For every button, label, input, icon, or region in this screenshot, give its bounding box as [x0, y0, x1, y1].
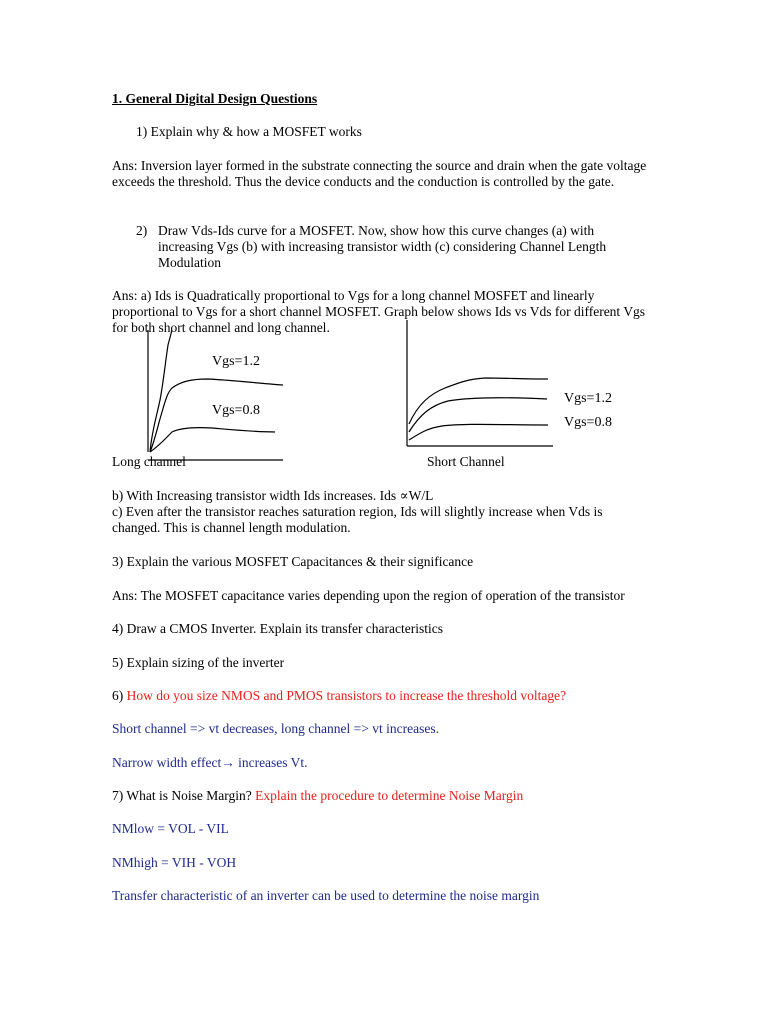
question-6-text: How do you size NMOS and PMOS transistors to increase the threshold voltage? — [126, 688, 567, 703]
question-2: Draw Vds-Ids curve for a MOSFET. Now, show how this curve changes (a) with increasing Vgs (b) with increasing transistor width (c) considering Channel Length Modulation — [158, 223, 607, 270]
question-5: 5) Explain sizing of the inverter — [112, 655, 285, 670]
section-heading: 1. General Digital Design Questions — [112, 91, 318, 106]
answer-1: Ans: Inversion layer formed in the substrate connecting the source and drain when the gate voltage exceeds the threshold. Thus the device conducts and the conduction is controlled by the gate. — [112, 158, 647, 189]
answer-2a: Ans: a) Ids is Quadratically proportional to Vgs for a long channel MOSFET and linearly proportional to Vgs for a short channel MOSFET. Graph below shows Ids vs Vds for different Vgs for both short channel and long channel. — [112, 288, 646, 335]
long-channel-caption: Long channel — [112, 454, 186, 469]
nm-low-formula: NMlow = VOL - VIL — [112, 821, 229, 836]
nm-high-formula: NMhigh = VIH - VOH — [112, 855, 237, 870]
short-channel-curve-vgs-mid — [409, 398, 547, 432]
question-7 — [112, 788, 523, 804]
short-channel-curve-vgs-low — [409, 424, 548, 440]
answer-6-line-2: Narrow width effect→ increases Vt. — [112, 755, 308, 770]
long-channel-label-vgs-low: Vgs=0.8 — [212, 403, 260, 418]
question-7-text: 7) What is Noise Margin? — [112, 788, 256, 803]
short-channel-label-vgs-high: Vgs=1.2 — [564, 391, 612, 406]
short-channel-label-vgs-low: Vgs=0.8 — [564, 415, 612, 430]
question-2-number: 2) — [136, 223, 148, 238]
short-channel-curve-vgs-high — [409, 378, 548, 424]
question-3: 3) Explain the various MOSFET Capacitances & their significance — [112, 554, 474, 569]
answer-3: Ans: The MOSFET capacitance varies depending upon the region of operation of the transistor — [112, 588, 625, 603]
question-6 — [112, 688, 566, 704]
long-channel-curve-vgs-low — [150, 428, 275, 452]
question-4: 4) Draw a CMOS Inverter. Explain its transfer characteristics — [112, 621, 444, 636]
answer-2b: b) With Increasing transistor width Ids increases. Ids ∝W/L — [112, 488, 434, 503]
question-7-highlight: Explain the procedure to determine Noise Margin — [255, 788, 524, 803]
answer-7: Transfer characteristic of an inverter can be used to determine the noise margin — [112, 888, 540, 903]
answer-2c: c) Even after the transistor reaches saturation region, Ids will slightly increase when Vds is changed. This is channel length modulation. — [112, 504, 603, 535]
question-6-number: 6) — [112, 688, 127, 703]
long-channel-label-vgs-high: Vgs=1.2 — [212, 354, 260, 369]
short-channel-caption: Short Channel — [427, 454, 505, 469]
question-1: 1) Explain why & how a MOSFET works — [136, 124, 362, 139]
answer-6-line-1: Short channel => vt decreases, long channel => vt increases. — [112, 721, 439, 736]
